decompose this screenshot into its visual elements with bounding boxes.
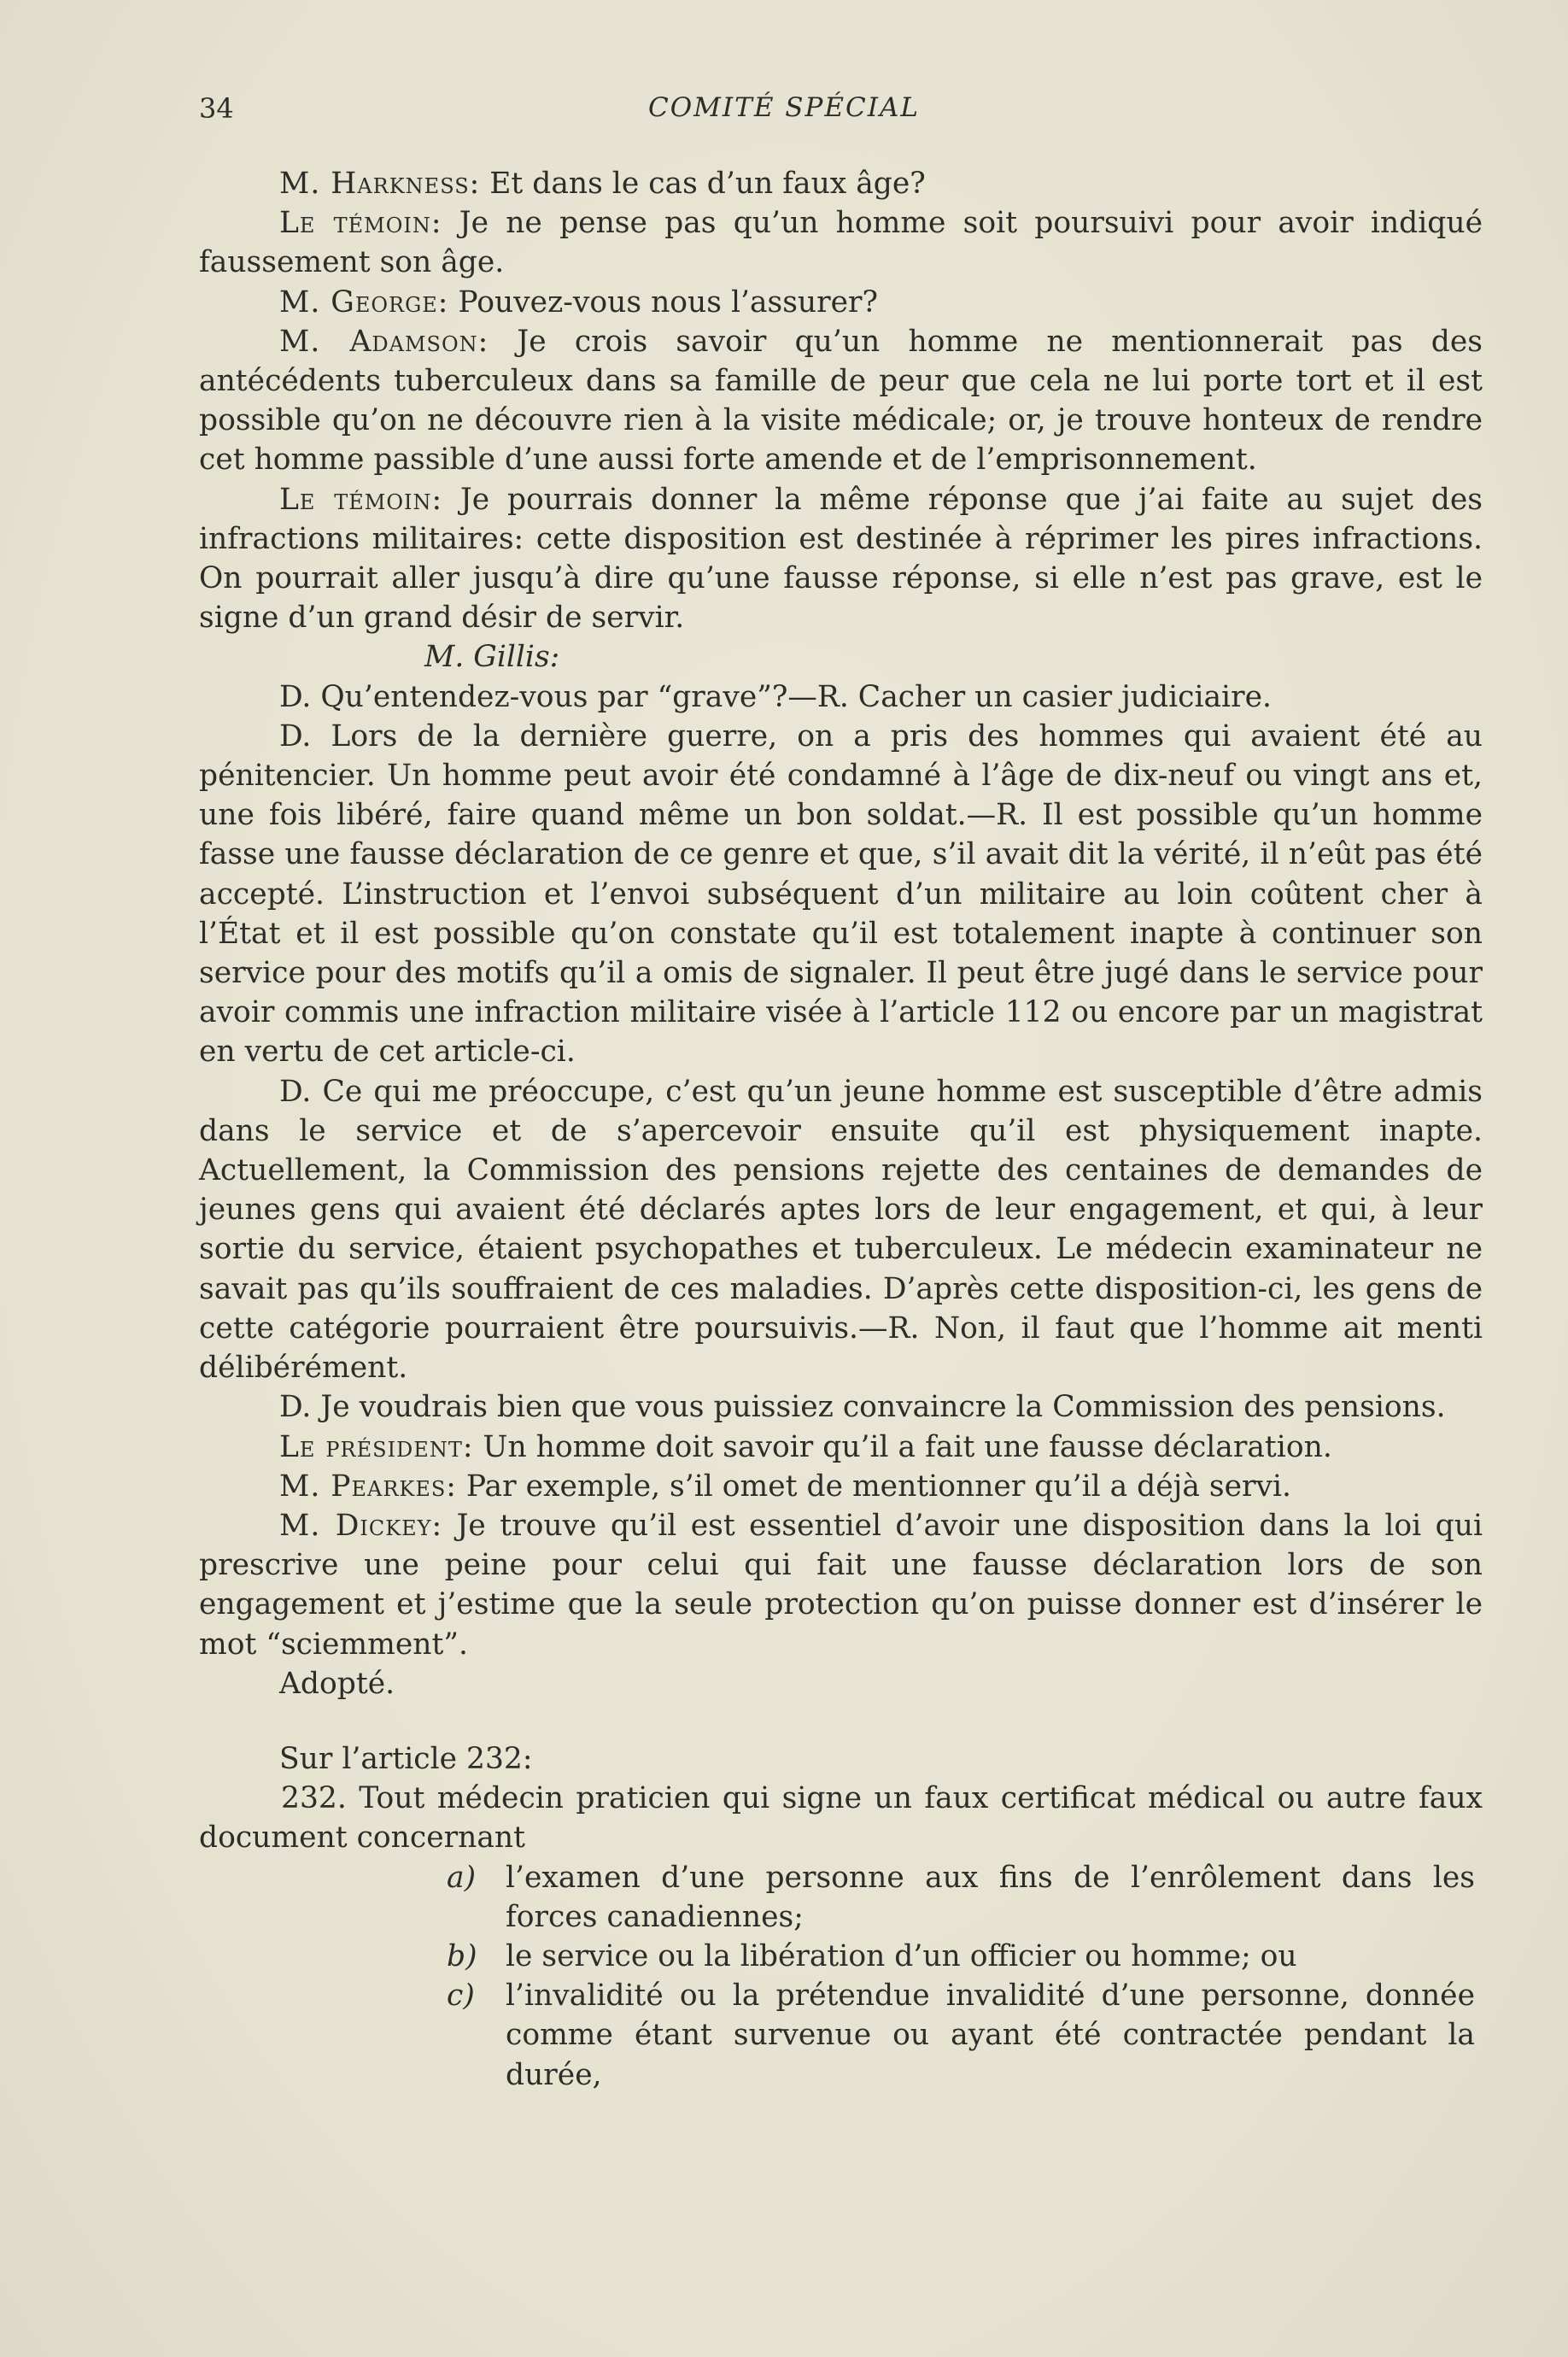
statute-clause-b <box>447 1937 1475 1976</box>
page-number: 34 <box>199 92 234 125</box>
paragraph-pearkes <box>199 1467 1483 1506</box>
paragraph-text: Je ne pense pas qu’un homme soit poursuivi pour avoir indiqué faussement son âge. <box>199 206 1483 280</box>
clause-text: l’invalidité ou la prétendue invalidité d’une personne, donnée comme étant survenue ou ayant été contractée pendant la durée, <box>506 1979 1475 2092</box>
paragraph-text: Je trouve qu’il est essentiel d’avoir une disposition dans la loi qui prescrive une peine pour celui qui fait une fausse déclaration lors de son engagement et j’estime que la seule protection qu’on puisse donner est d’insérer le mot “sciemment”. <box>199 1508 1483 1662</box>
speaker-name: Le président: <box>279 1429 474 1464</box>
speaker-name: M. Adamson: <box>279 324 489 359</box>
body-text <box>199 164 1483 2095</box>
interlocutor-heading <box>199 637 1483 677</box>
paragraph-witness-2 <box>199 480 1483 638</box>
clause-text: l’examen d’une personne aux fins de l’enrôlement dans les forces canadiennes; <box>506 1860 1475 1934</box>
paragraph-text: Par exemple, s’il omet de mentionner qu’il a déjà servi. <box>456 1469 1291 1504</box>
speaker-name: Le témoin: <box>279 482 443 517</box>
question-answer-1: D. Qu’entendez-vous par “grave”?—R. Cacher un casier judiciaire. <box>279 679 1272 714</box>
paragraph-text: Je crois savoir qu’un homme ne mentionnerait pas des antécédents tuberculeux dans sa famille de peur que cela ne lui porte tort et il est possible qu’on ne découvre rien à la visite médicale; or, je trouve honteux de rendre cet homme passible d’une aussi forte amende et de l’emprisonnement. <box>199 324 1483 478</box>
question-4: D. Je voudrais bien que vous puissiez convaincre la Commission des pensions. <box>279 1390 1446 1425</box>
clause-label: a) <box>447 1860 477 1895</box>
paragraph-text: Je pourrais donner la même réponse que j’ai faite au sujet des infractions militaires: cette disposition est destinée à réprimer les pires infractions. On pourrait aller jusqu’à dire qu’une fausse réponse, si elle n’est pas grave, est le signe d’un grand désir de servir. <box>199 482 1483 636</box>
speaker-name: Le témoin: <box>279 206 442 241</box>
running-title: COMITÉ SPÉCIAL <box>648 92 920 123</box>
paragraph-adamson <box>199 322 1483 480</box>
paragraph-dickey <box>199 1506 1483 1664</box>
section-heading: Sur l’article 232: <box>279 1741 533 1776</box>
page-header <box>0 92 1568 130</box>
clause-label: c) <box>447 1979 475 2014</box>
adopted-line: Adopté. <box>279 1666 395 1701</box>
statute-clause-c <box>447 1976 1475 2095</box>
statute-lead: 232. Tout médecin praticien qui signe un faux certificat médical ou autre faux document concernant <box>199 1781 1483 1856</box>
paragraph-harkness <box>199 164 1483 203</box>
question-answer-2: D. Lors de la dernière guerre, on a pris des hommes qui avaient été au pénitencier. Un homme peut avoir été condamné à l’âge de dix-neuf ou vingt ans et, une fois libéré, faire quand même un bon soldat.—R. Il est possible qu’un homme fasse une fausse déclaration de ce genre et que, s’il avait dit la vérité, il n’eût pas été accepté. L’instruction et l’envoi subséquent d’un militaire au loin coûtent cher à l’État et il est possible qu’on constate qu’il est totalement inapte à continuer son service pour des motifs qu’il a omis de signaler. Il peut être jugé dans le service pour avoir commis une infraction militaire visée à l’article 112 ou encore par un magistrat en vertu de cet article-ci. <box>199 718 1483 1070</box>
paragraph-president <box>199 1428 1483 1467</box>
speaker-name: M. Dickey: <box>279 1508 443 1543</box>
clause-label: b) <box>447 1938 477 1973</box>
statute-clause-a <box>447 1858 1475 1937</box>
paragraph-witness-1 <box>199 203 1483 282</box>
speaker-name: M. Harkness: <box>279 167 481 201</box>
paragraph-george <box>199 283 1483 322</box>
interlocutor-name: M. Gillis: <box>424 640 560 675</box>
question-answer-3: D. Ce qui me préoccupe, c’est qu’un jeune homme est susceptible d’être admis dans le service et de s’apercevoir ensuite qu’il est physiquement inapte. Actuellement, la Commission des pensions rejette des centaines de demandes de jeunes gens qui avaient été déclarés aptes lors de leur engagement, et qui, à leur sortie du service, étaient psychopathes et tuberculeux. Le médecin examinateur ne savait pas qu’ils souffraient de ces maladies. D’après cette disposition-ci, les gens de cette catégorie pourraient être poursuivis.—R. Non, il faut que l’homme ait menti délibérément. <box>199 1074 1483 1386</box>
paragraph-text: Et dans le cas d’un faux âge? <box>480 167 926 201</box>
clause-text: le service ou la libération d’un officier ou homme; ou <box>506 1938 1297 1973</box>
speaker-name: M. George: <box>279 284 449 320</box>
speaker-name: M. Pearkes: <box>279 1469 457 1504</box>
paragraph-text: Pouvez-vous nous l’assurer? <box>448 284 879 320</box>
paragraph-text: Un homme doit savoir qu’il a fait une fausse déclaration. <box>473 1429 1332 1464</box>
